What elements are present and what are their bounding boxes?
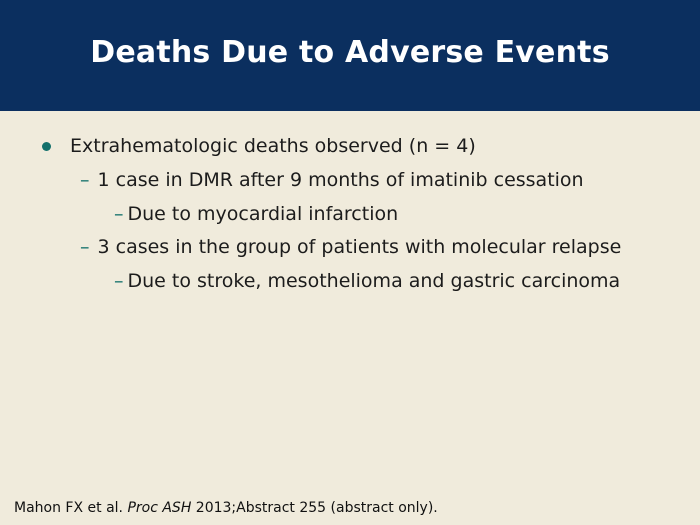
dash-icon: – bbox=[114, 270, 124, 292]
citation-rest: 2013;Abstract 255 (abstract only). bbox=[191, 500, 438, 516]
dash-icon: – bbox=[80, 236, 90, 258]
bullet-level1 bbox=[70, 134, 476, 158]
bullet-level2-b bbox=[80, 235, 621, 259]
bullet-level3-b-text: Due to stroke, mesothelioma and gastric carcinoma bbox=[127, 270, 621, 292]
bullet-level3-a-text: Due to myocardial infarction bbox=[127, 203, 399, 225]
bullet-level3-b bbox=[114, 269, 620, 293]
bullet-level1-text: Extrahematologic deaths observed (n = 4) bbox=[70, 135, 476, 157]
citation-journal: Proc ASH bbox=[127, 500, 192, 516]
bullet-level3-a bbox=[114, 202, 398, 226]
bullet-level2-a-text: 1 case in DMR after 9 months of imatinib cessation bbox=[97, 169, 584, 191]
bullet-level2-a bbox=[80, 168, 584, 192]
citation bbox=[14, 500, 438, 516]
bullet-dot-icon bbox=[42, 142, 51, 151]
dash-icon: – bbox=[80, 169, 90, 191]
slide-title: Deaths Due to Adverse Events bbox=[90, 35, 610, 70]
dash-icon: – bbox=[114, 203, 124, 225]
citation-authors: Mahon FX et al. bbox=[14, 500, 128, 516]
bullet-level2-b-text: 3 cases in the group of patients with molecular relapse bbox=[97, 236, 622, 258]
